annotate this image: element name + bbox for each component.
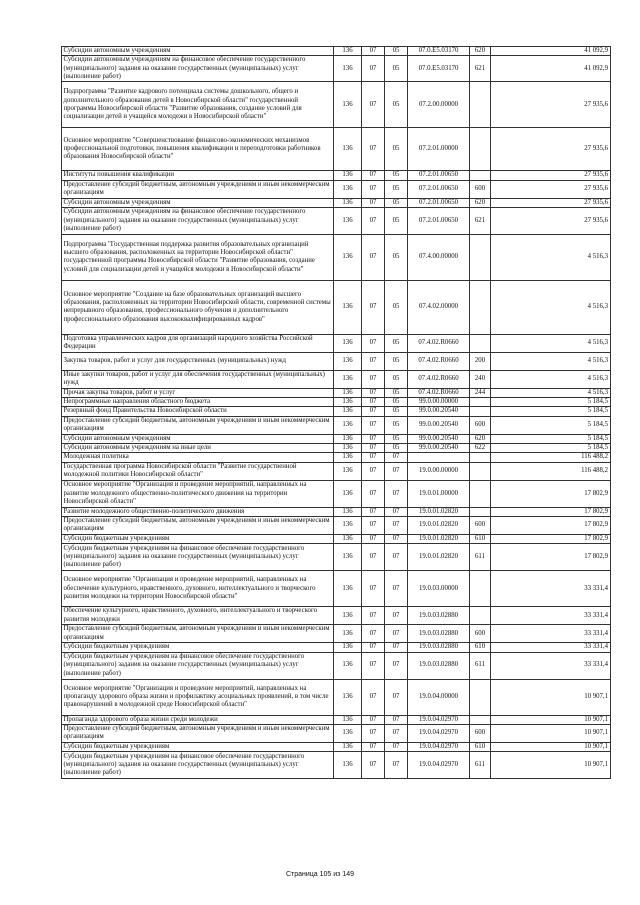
row-name: Субсидии автономным учреждениям xyxy=(62,47,334,56)
table-row xyxy=(62,180,611,198)
row-expense-type xyxy=(470,462,491,480)
row-ministry-code: 136 xyxy=(334,516,362,534)
row-name: Субсидии бюджетным учреждениям на финансовое обеспечение государственного (муниципального) задания на оказание государственных (муниципальных) услуг (выполнение работ) xyxy=(62,652,334,679)
table-row xyxy=(62,370,611,388)
row-target-code: 07.0.E5.03170 xyxy=(408,47,470,56)
row-name: Основное мероприятие "Организация и проведение мероприятий, направленных на пропаганду здорового образа жизни и профилактику асоциальных проявлений, в том числе правонарушений в молодежной среде Новосибирской области" xyxy=(62,679,334,715)
row-expense-type: 611 xyxy=(470,652,491,679)
row-ministry-code: 136 xyxy=(334,462,362,480)
table-row xyxy=(62,516,611,534)
table-row xyxy=(62,207,611,234)
row-target-code: 07.2.01.00650 xyxy=(408,207,470,234)
row-subsection-code: 05 xyxy=(385,56,408,82)
row-section-code: 07 xyxy=(362,462,385,480)
row-amount: 4 516,3 xyxy=(491,352,611,370)
row-ministry-code: 136 xyxy=(334,752,362,779)
row-target-code: 19.0.03.02880 xyxy=(408,607,470,625)
row-section-code: 07 xyxy=(362,434,385,443)
row-expense-type: 600 xyxy=(470,516,491,534)
row-section-code: 07 xyxy=(362,280,385,334)
row-target-code: 07.2.01.00650 xyxy=(408,180,470,198)
row-expense-type: 600 xyxy=(470,416,491,434)
row-subsection-code: 07 xyxy=(385,607,408,625)
row-name: Основное мероприятие "Создание на базе образовательных организаций высшего образования, расположенных на территории Новосибирской области, современной системы непрерывного образования, профессионального обучения и дополнительного профессионального образования высококвалифицированных кадров" xyxy=(62,280,334,334)
row-ministry-code: 136 xyxy=(334,207,362,234)
row-ministry-code: 136 xyxy=(334,234,362,280)
row-subsection-code: 07 xyxy=(385,571,408,607)
row-section-code: 07 xyxy=(362,652,385,679)
row-ministry-code: 136 xyxy=(334,607,362,625)
table-row xyxy=(62,480,611,507)
row-ministry-code: 136 xyxy=(334,82,362,128)
row-amount: 17 802,9 xyxy=(491,507,611,516)
row-section-code: 07 xyxy=(362,453,385,462)
row-amount: 33 331,4 xyxy=(491,625,611,643)
row-amount: 4 516,3 xyxy=(491,234,611,280)
row-amount: 27 935,6 xyxy=(491,171,611,180)
row-section-code: 07 xyxy=(362,724,385,742)
row-subsection-code: 05 xyxy=(385,234,408,280)
table-row xyxy=(62,507,611,516)
row-target-code: 19.0.04.02970 xyxy=(408,742,470,751)
row-subsection-code: 07 xyxy=(385,516,408,534)
row-ministry-code: 136 xyxy=(334,724,362,742)
row-subsection-code: 07 xyxy=(385,462,408,480)
row-expense-type: 611 xyxy=(470,752,491,779)
table-row xyxy=(62,742,611,751)
row-section-code: 07 xyxy=(362,388,385,397)
row-name: Предоставление субсидий бюджетным, автономным учреждениям и иным некоммерческим организациям xyxy=(62,625,334,643)
row-subsection-code: 07 xyxy=(385,544,408,571)
row-section-code: 07 xyxy=(362,352,385,370)
row-name: Прочая закупка товаров, работ и услуг xyxy=(62,388,334,397)
row-name: Закупка товаров, работ и услуг для государственных (муниципальных) нужд xyxy=(62,352,334,370)
row-target-code: 19.0.03.00000 xyxy=(408,571,470,607)
row-amount: 4 516,3 xyxy=(491,334,611,352)
row-ministry-code: 136 xyxy=(334,47,362,56)
row-section-code: 07 xyxy=(362,180,385,198)
row-subsection-code: 07 xyxy=(385,752,408,779)
table-row xyxy=(62,352,611,370)
row-target-code: 19.0.03.02880 xyxy=(408,643,470,652)
row-target-code: 07.2.00.00000 xyxy=(408,82,470,128)
row-subsection-code: 07 xyxy=(385,652,408,679)
row-amount: 27 935,6 xyxy=(491,128,611,171)
row-expense-type xyxy=(470,171,491,180)
row-target-code: 19.0.03.02880 xyxy=(408,652,470,679)
table-row xyxy=(62,407,611,416)
row-name: Основное мероприятие "Совершенствование финансово-экономических механизмов профессиональной подготовки, повышения квалификации и переподготовки работников образования Новосибирской области" xyxy=(62,128,334,171)
row-name: Резервный фонд Правительства Новосибирской области xyxy=(62,407,334,416)
row-expense-type xyxy=(470,407,491,416)
row-subsection-code: 05 xyxy=(385,334,408,352)
budget-table xyxy=(61,46,611,779)
row-subsection-code: 05 xyxy=(385,198,408,207)
row-amount: 5 184,5 xyxy=(491,416,611,434)
row-name: Институты повышения квалификации xyxy=(62,171,334,180)
row-target-code: 19.0.04.02970 xyxy=(408,724,470,742)
row-name: Субсидии автономным учреждениям xyxy=(62,434,334,443)
table-row xyxy=(62,752,611,779)
row-target-code: 07.4.00.00000 xyxy=(408,234,470,280)
row-ministry-code: 136 xyxy=(334,198,362,207)
row-subsection-code: 05 xyxy=(385,407,408,416)
row-target-code: 99.0.00.20540 xyxy=(408,416,470,434)
row-ministry-code: 136 xyxy=(334,715,362,724)
table-row xyxy=(62,571,611,607)
row-subsection-code: 05 xyxy=(385,370,408,388)
table-row xyxy=(62,234,611,280)
table-row xyxy=(62,434,611,443)
row-expense-type xyxy=(470,715,491,724)
row-section-code: 07 xyxy=(362,198,385,207)
row-expense-type: 244 xyxy=(470,388,491,397)
row-amount: 4 516,3 xyxy=(491,370,611,388)
row-name: Пропаганда здорового образа жизни среди молодежи xyxy=(62,715,334,724)
row-name: Субсидии бюджетным учреждениям xyxy=(62,643,334,652)
row-target-code: 07.2.01.00650 xyxy=(408,171,470,180)
row-section-code: 07 xyxy=(362,625,385,643)
row-ministry-code: 136 xyxy=(334,407,362,416)
table-row xyxy=(62,334,611,352)
row-target-code: 19.0.01.02820 xyxy=(408,544,470,571)
table-row xyxy=(62,171,611,180)
page-number: Страница 105 из 149 xyxy=(285,871,355,878)
row-subsection-code: 05 xyxy=(385,352,408,370)
row-expense-type: 622 xyxy=(470,444,491,453)
row-expense-type: 600 xyxy=(470,180,491,198)
row-ministry-code: 136 xyxy=(334,625,362,643)
row-expense-type: 600 xyxy=(470,724,491,742)
row-target-code: 19.0.01.00000 xyxy=(408,480,470,507)
row-subsection-code: 05 xyxy=(385,82,408,128)
row-expense-type xyxy=(470,480,491,507)
row-section-code: 07 xyxy=(362,416,385,434)
row-target-code: 07.4.02.R0660 xyxy=(408,388,470,397)
row-section-code: 07 xyxy=(362,534,385,543)
table-row xyxy=(62,652,611,679)
row-target-code: 07.4.02.R0660 xyxy=(408,370,470,388)
row-ministry-code: 136 xyxy=(334,128,362,171)
row-section-code: 07 xyxy=(362,171,385,180)
row-ministry-code: 136 xyxy=(334,544,362,571)
table-row xyxy=(62,453,611,462)
row-name: Развитие молодежного общественно-политического движения xyxy=(62,507,334,516)
row-amount: 27 935,6 xyxy=(491,198,611,207)
row-section-code: 07 xyxy=(362,742,385,751)
row-subsection-code: 07 xyxy=(385,724,408,742)
row-ministry-code: 136 xyxy=(334,370,362,388)
row-section-code: 07 xyxy=(362,444,385,453)
table-row xyxy=(62,128,611,171)
row-amount: 17 802,9 xyxy=(491,544,611,571)
table-row xyxy=(62,544,611,571)
row-subsection-code: 07 xyxy=(385,507,408,516)
row-subsection-code: 07 xyxy=(385,715,408,724)
row-name: Предоставление субсидий бюджетным, автономным учреждениям и иным некоммерческим организациям xyxy=(62,416,334,434)
row-ministry-code: 136 xyxy=(334,388,362,397)
row-target-code: 19.0.00.00000 xyxy=(408,462,470,480)
row-expense-type: 620 xyxy=(470,198,491,207)
table-row xyxy=(62,534,611,543)
row-amount: 5 184,5 xyxy=(491,407,611,416)
row-section-code: 07 xyxy=(362,128,385,171)
row-subsection-code: 05 xyxy=(385,434,408,443)
row-expense-type xyxy=(470,607,491,625)
row-name: Молодежная политика xyxy=(62,453,334,462)
row-subsection-code: 05 xyxy=(385,171,408,180)
row-expense-type: 621 xyxy=(470,207,491,234)
row-ministry-code: 136 xyxy=(334,534,362,543)
table-row xyxy=(62,724,611,742)
table-row xyxy=(62,607,611,625)
row-target-code: 07.2.01.00650 xyxy=(408,198,470,207)
row-name: Субсидии автономным учреждениям xyxy=(62,198,334,207)
row-target-code: 07.2.01.00000 xyxy=(408,128,470,171)
row-target-code: 07.4.02.00000 xyxy=(408,280,470,334)
row-subsection-code: 05 xyxy=(385,444,408,453)
row-ministry-code: 136 xyxy=(334,56,362,82)
row-target-code: 19.0.04.02970 xyxy=(408,752,470,779)
row-section-code: 07 xyxy=(362,480,385,507)
row-section-code: 07 xyxy=(362,752,385,779)
row-amount: 17 802,9 xyxy=(491,516,611,534)
row-ministry-code: 136 xyxy=(334,679,362,715)
row-name: Основное мероприятие "Организация и проведение мероприятий, направленных на развитие молодежного общественно-политического движения на территории Новосибирской области" xyxy=(62,480,334,507)
row-section-code: 07 xyxy=(362,82,385,128)
row-subsection-code: 07 xyxy=(385,625,408,643)
row-expense-type: 610 xyxy=(470,643,491,652)
row-subsection-code: 05 xyxy=(385,398,408,407)
row-expense-type xyxy=(470,571,491,607)
row-section-code: 07 xyxy=(362,398,385,407)
row-name: Субсидии автономным учреждениям на иные цели xyxy=(62,444,334,453)
row-target-code: 19.0.01.02820 xyxy=(408,507,470,516)
table-row xyxy=(62,56,611,82)
row-subsection-code: 05 xyxy=(385,207,408,234)
row-amount: 33 331,4 xyxy=(491,607,611,625)
row-amount: 41 092,9 xyxy=(491,56,611,82)
table-row xyxy=(62,625,611,643)
row-section-code: 07 xyxy=(362,679,385,715)
row-ministry-code: 136 xyxy=(334,280,362,334)
row-expense-type xyxy=(470,679,491,715)
row-amount: 10 907,1 xyxy=(491,715,611,724)
row-target-code: 07.4.02.R0660 xyxy=(408,352,470,370)
row-section-code: 07 xyxy=(362,607,385,625)
row-section-code: 07 xyxy=(362,715,385,724)
row-ministry-code: 136 xyxy=(334,398,362,407)
row-target-code: 99.0.00.00000 xyxy=(408,398,470,407)
table-row xyxy=(62,198,611,207)
row-name: Государственная программа Новосибирской области "Развитие государственной молодежной политики Новосибирской области" xyxy=(62,462,334,480)
row-target-code: 19.0.01.02820 xyxy=(408,516,470,534)
row-amount: 10 907,1 xyxy=(491,752,611,779)
row-ministry-code: 136 xyxy=(334,180,362,198)
row-section-code: 07 xyxy=(362,516,385,534)
row-ministry-code: 136 xyxy=(334,480,362,507)
row-section-code: 07 xyxy=(362,207,385,234)
row-subsection-code: 05 xyxy=(385,180,408,198)
row-ministry-code: 136 xyxy=(334,171,362,180)
table-row xyxy=(62,280,611,334)
row-expense-type: 610 xyxy=(470,742,491,751)
table-row xyxy=(62,679,611,715)
row-expense-type xyxy=(470,334,491,352)
row-name: Непрограммные направления областного бюджета xyxy=(62,398,334,407)
row-ministry-code: 136 xyxy=(334,434,362,443)
row-target-code: 07.4.02.R0660 xyxy=(408,334,470,352)
row-amount: 33 331,4 xyxy=(491,643,611,652)
row-expense-type: 620 xyxy=(470,434,491,443)
row-amount: 27 935,6 xyxy=(491,180,611,198)
row-expense-type: 621 xyxy=(470,56,491,82)
row-name: Субсидии бюджетным учреждениям на финансовое обеспечение государственного (муниципального) задания на оказание государственных (муниципальных) услуг (выполнение работ) xyxy=(62,752,334,779)
row-subsection-code: 05 xyxy=(385,416,408,434)
row-ministry-code: 136 xyxy=(334,444,362,453)
row-target-code xyxy=(408,453,470,462)
row-subsection-code: 07 xyxy=(385,679,408,715)
table-row xyxy=(62,398,611,407)
row-target-code: 99.0.00.20540 xyxy=(408,444,470,453)
row-expense-type: 240 xyxy=(470,370,491,388)
row-expense-type: 620 xyxy=(470,47,491,56)
table-row xyxy=(62,715,611,724)
row-subsection-code: 05 xyxy=(385,388,408,397)
row-section-code: 07 xyxy=(362,407,385,416)
row-ministry-code: 136 xyxy=(334,643,362,652)
row-amount: 10 907,1 xyxy=(491,724,611,742)
row-target-code: 99.0.00.20540 xyxy=(408,407,470,416)
row-subsection-code: 05 xyxy=(385,128,408,171)
row-ministry-code: 136 xyxy=(334,742,362,751)
table-row xyxy=(62,82,611,128)
table-row xyxy=(62,444,611,453)
row-name: Подготовка управленческих кадров для организаций народного хозяйства Российской Федерации xyxy=(62,334,334,352)
table-row xyxy=(62,47,611,56)
row-amount: 41 092,9 xyxy=(491,47,611,56)
row-expense-type xyxy=(470,507,491,516)
row-subsection-code: 07 xyxy=(385,480,408,507)
row-section-code: 07 xyxy=(362,507,385,516)
row-expense-type: 611 xyxy=(470,544,491,571)
row-name: Предоставление субсидий бюджетным, автономным учреждениям и иным некоммерческим организациям xyxy=(62,516,334,534)
row-name: Предоставление субсидий бюджетным, автономным учреждениям и иным некоммерческим организациям xyxy=(62,180,334,198)
row-name: Основное мероприятие "Организация и проведение мероприятий, направленных на обеспечение культурного, нравственного, духовного, интеллектуального и творческого развития молодежи на территории Новосибирской области" xyxy=(62,571,334,607)
row-target-code: 19.0.04.02970 xyxy=(408,715,470,724)
row-ministry-code: 136 xyxy=(334,416,362,434)
row-subsection-code: 07 xyxy=(385,643,408,652)
row-expense-type xyxy=(470,398,491,407)
row-expense-type: 600 xyxy=(470,625,491,643)
row-amount: 17 802,9 xyxy=(491,534,611,543)
row-amount: 17 802,9 xyxy=(491,480,611,507)
row-name: Подпрограмма "Развитие кадрового потенциала системы дошкольного, общего и дополнительного образования детей в Новосибирской области" государственной программы Новосибирской области "Развитие образования, создание условий для социализации детей и учащейся молодежи в Новосибирской области" xyxy=(62,82,334,128)
row-expense-type: 200 xyxy=(470,352,491,370)
budget-table-body xyxy=(62,47,611,779)
row-name: Субсидии бюджетным учреждениям на финансовое обеспечение государственного (муниципального) задания на оказание государственных (муниципальных) услуг (выполнение работ) xyxy=(62,544,334,571)
row-expense-type xyxy=(470,128,491,171)
row-amount: 5 184,5 xyxy=(491,398,611,407)
row-section-code: 07 xyxy=(362,643,385,652)
row-amount: 5 184,5 xyxy=(491,444,611,453)
row-expense-type xyxy=(470,82,491,128)
row-name: Субсидии бюджетным учреждениям xyxy=(62,742,334,751)
row-section-code: 07 xyxy=(362,56,385,82)
row-ministry-code: 136 xyxy=(334,571,362,607)
row-expense-type xyxy=(470,280,491,334)
row-amount: 10 907,1 xyxy=(491,742,611,751)
row-name: Субсидии автономным учреждениям на финансовое обеспечение государственного (муниципального) задания на оказание государственных (муниципальных) услуг (выполнение работ) xyxy=(62,207,334,234)
row-target-code: 19.0.04.00000 xyxy=(408,679,470,715)
row-amount: 116 488,2 xyxy=(491,453,611,462)
table-row xyxy=(62,416,611,434)
row-amount: 27 935,6 xyxy=(491,82,611,128)
row-target-code: 07.0.E5.03170 xyxy=(408,56,470,82)
row-name: Субсидии автономным учреждениям на финансовое обеспечение государственного (муниципального) задания на оказание государственных (муниципальных) услуг (выполнение работ) xyxy=(62,56,334,82)
row-section-code: 07 xyxy=(362,47,385,56)
row-expense-type xyxy=(470,453,491,462)
row-section-code: 07 xyxy=(362,334,385,352)
row-ministry-code: 136 xyxy=(334,453,362,462)
table-row xyxy=(62,388,611,397)
row-amount: 33 331,4 xyxy=(491,652,611,679)
row-target-code: 99.0.00.20540 xyxy=(408,434,470,443)
row-amount: 10 907,1 xyxy=(491,679,611,715)
table-row xyxy=(62,643,611,652)
row-expense-type xyxy=(470,234,491,280)
row-ministry-code: 136 xyxy=(334,334,362,352)
row-section-code: 07 xyxy=(362,234,385,280)
row-name: Предоставление субсидий бюджетным, автономным учреждениям и иным некоммерческим организациям xyxy=(62,724,334,742)
row-ministry-code: 136 xyxy=(334,652,362,679)
row-subsection-code: 05 xyxy=(385,47,408,56)
row-name: Субсидии бюджетным учреждениям xyxy=(62,534,334,543)
row-name: Обеспечение культурного, нравственного, духовного, интеллектуального и творческого развития молодежи xyxy=(62,607,334,625)
row-target-code: 19.0.03.02880 xyxy=(408,625,470,643)
row-subsection-code: 07 xyxy=(385,534,408,543)
row-amount: 4 516,3 xyxy=(491,388,611,397)
row-section-code: 07 xyxy=(362,571,385,607)
row-amount: 116 488,2 xyxy=(491,462,611,480)
table-row xyxy=(62,462,611,480)
row-name: Иные закупки товаров, работ и услуг для обеспечения государственных (муниципальных) нужд xyxy=(62,370,334,388)
row-ministry-code: 136 xyxy=(334,507,362,516)
row-subsection-code: 07 xyxy=(385,453,408,462)
row-amount: 5 184,5 xyxy=(491,434,611,443)
row-section-code: 07 xyxy=(362,544,385,571)
row-ministry-code: 136 xyxy=(334,352,362,370)
row-name: Подпрограмма "Государственная поддержка развития образовательных организаций высшего образования, расположенных на территории Новосибирской области" государственной программы Новосибирской области "Развитие образования, создание условий для социализации детей и учащейся молодежи в Новосибирской области" xyxy=(62,234,334,280)
row-amount: 27 935,6 xyxy=(491,207,611,234)
row-amount: 33 331,4 xyxy=(491,571,611,607)
row-subsection-code: 07 xyxy=(385,742,408,751)
row-subsection-code: 05 xyxy=(385,280,408,334)
row-section-code: 07 xyxy=(362,370,385,388)
row-amount: 4 516,3 xyxy=(491,280,611,334)
row-target-code: 19.0.01.02820 xyxy=(408,534,470,543)
row-expense-type: 610 xyxy=(470,534,491,543)
